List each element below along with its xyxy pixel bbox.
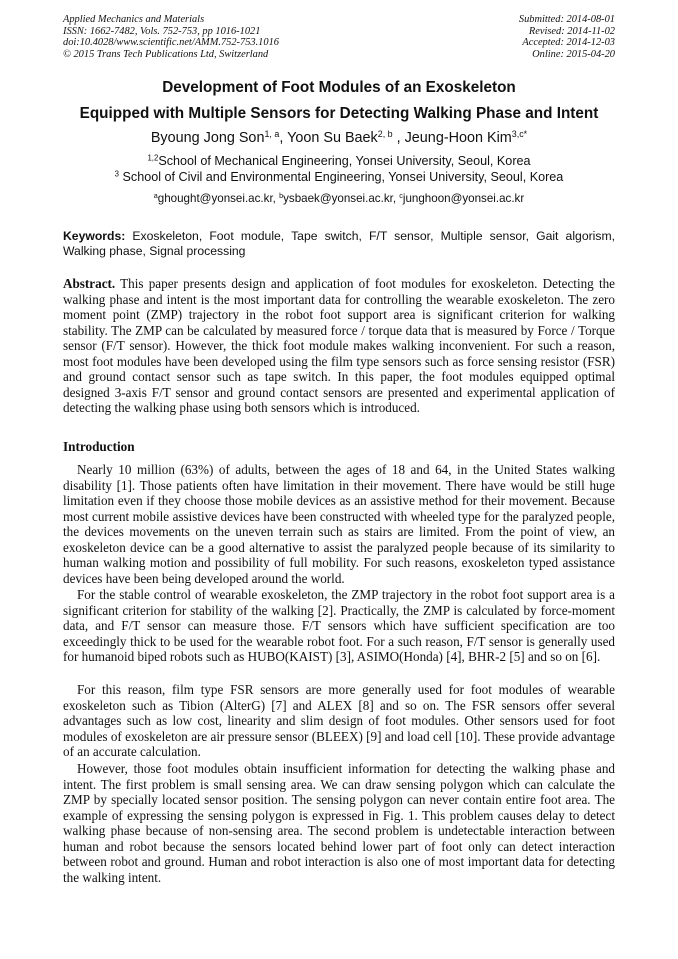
- author-name: Byoung Jong Son: [150, 130, 265, 146]
- keywords-label: Keywords:: [63, 229, 126, 243]
- author-superscript: 3,c*: [511, 129, 528, 140]
- affiliation-text: School of Mechanical Engineering, Yonsei University, Seoul, Korea: [158, 154, 531, 168]
- journal-name: Applied Mechanics and Materials: [63, 14, 205, 25]
- author-list: [0, 130, 678, 146]
- email-address: ysbaek@yonsei.ac.kr,: [283, 192, 400, 205]
- intro-paragraph: For the stable control of wearable exoskeleton, the ZMP trajectory in the robot foot support area is a significant criterion for stability of the walking [2]. Practically, the ZMP is calculated by force-moment data, and F/T sensor can measure those. F/T sensors which have sufficient specification are too exceedingly thick to be used for the wearable robot foot. For a such reason, F/T sensor is generally used for humanoid biped robots such as HUBO(KAIST) [3], ASIMO(Honda) [4], BHR-2 [5] and so on [6].: [63, 587, 615, 664]
- journal-info-header: [63, 14, 279, 60]
- intro-paragraph: However, those foot modules obtain insufficient information for detecting the walking phase and intent. The first problem is small sensing area. We can draw sensing polygon which can calculate the ZMP by specially located sensor position. The sensing polygon can never contain entire foot area. The example of expressing the sensing polygon is expressed in Fig. 1. This problem causes delay to detect walking phase because of non-sensing area. The second problem is undetectable interaction between human and robot because the sensors located behind lower part of foot only can detect interaction between robot and ground. Human and robot interaction is also one of most important data for detecting the walking intent.: [63, 761, 615, 885]
- doi-line: doi:10.4028/www.scientific.net/AMM.752-753.1016: [63, 37, 279, 49]
- abstract-text: This paper presents design and application of foot modules for exoskeleton. Detecting the walking phase and intent is the most important data for controlling the wearable exoskeleton. The zero moment point (ZMP) trajectory in the robot foot support area is significant criterion for walking stability. The ZMP can be calculated by measured force / torque data that is measured by Force / Torque sensor (F/T sensor). However, the thick foot module makes walking inconvenient. For such a reason, most foot modules have been developed using the film type sensors such as force sensing resistor (FSR) and ground contact sensor such as tape switch. In this paper, the foot modules equipped optimal designed 3-axis F/T sensor and ground contact sensors are presented and experimental application of detecting the walking phase using both sensors which is introduced.: [63, 276, 615, 415]
- affiliation-superscript: 1,2: [147, 153, 159, 163]
- paper-title-line-2: Equipped with Multiple Sensors for Detecting Walking Phase and Intent: [79, 105, 599, 122]
- issn-line: ISSN: 1662-7482, Vols. 752-753, pp 1016-1021: [63, 25, 261, 37]
- introduction-heading: Introduction: [63, 439, 135, 454]
- online-date: Online: 2015-04-20: [532, 48, 615, 60]
- email-superscript: c: [399, 191, 403, 201]
- keywords: [63, 229, 615, 259]
- author-separator: ,: [279, 130, 288, 146]
- author-superscript: 2, b: [377, 129, 393, 140]
- author-superscript: 1, a: [264, 129, 280, 140]
- revised-date: Revised: 2014-11-02: [528, 25, 615, 37]
- email-address: junghoon@yonsei.ac.kr: [402, 192, 525, 205]
- paper-title-line-1: Development of Foot Modules of an Exoskeleton: [162, 79, 516, 96]
- affiliation-2: [0, 170, 678, 184]
- accepted-date: Accepted: 2014-12-03: [522, 37, 615, 49]
- keywords-text: Exoskeleton, Foot module, Tape switch, F/T sensor, Multiple sensor, Gait algorism, Walking phase, Signal processing: [63, 229, 615, 259]
- email-address: ghought@yonsei.ac.kr,: [157, 192, 280, 205]
- affiliation-superscript: 3: [114, 169, 120, 179]
- email-superscript: b: [279, 191, 284, 201]
- author-name: Jeung-Hoon Kim: [404, 130, 512, 146]
- intro-paragraph: Nearly 10 million (63%) of adults, between the ages of 18 and 64, in the United States walking disability [1]. Those patients often have limitation in their movement. There have would be still huge limitation even if they choose those mobile devices as an assistive method for their movement. Because most current mobile assistive devices have been constructed with wheeled type for the paralyzed people, the devices movements on the uneven terrain such as stairs are limited. From the point of view, an exoskeleton device can be a good alternative to assist the paralyzed people because of its similarity to human walking motion and possibility of full mobility. For such reasons, exoskeleton typed assistance devices have been being developed around the world.: [63, 462, 615, 586]
- author-name: Yoon Su Baek: [287, 130, 378, 146]
- copyright-line: © 2015 Trans Tech Publications Ltd, Switzerland: [63, 48, 269, 60]
- submitted-date: Submitted: 2014-08-01: [518, 14, 615, 25]
- affiliation-text: School of Civil and Environmental Engineering, Yonsei University, Seoul, Korea: [119, 170, 564, 184]
- affiliation-1: [0, 154, 678, 168]
- author-emails: [0, 192, 678, 205]
- intro-paragraph: For this reason, film type FSR sensors are more generally used for foot modules of wearable exoskeleton such as Tibion (AlterG) [7] and ALEX [8] and so on. The FSR sensors offer several advantages such as low cost, linearity and slim design of foot modules. Other sensors used for foot modules of exoskeleton are air pressure sensor (BLEEX) [9] and load cell [10]. These provide advantage of an accurate calculation.: [63, 682, 615, 759]
- author-separator: ,: [392, 130, 405, 146]
- email-superscript: a: [153, 191, 158, 201]
- dates-header: [519, 14, 615, 60]
- abstract: [63, 276, 615, 416]
- abstract-label: Abstract.: [63, 276, 116, 291]
